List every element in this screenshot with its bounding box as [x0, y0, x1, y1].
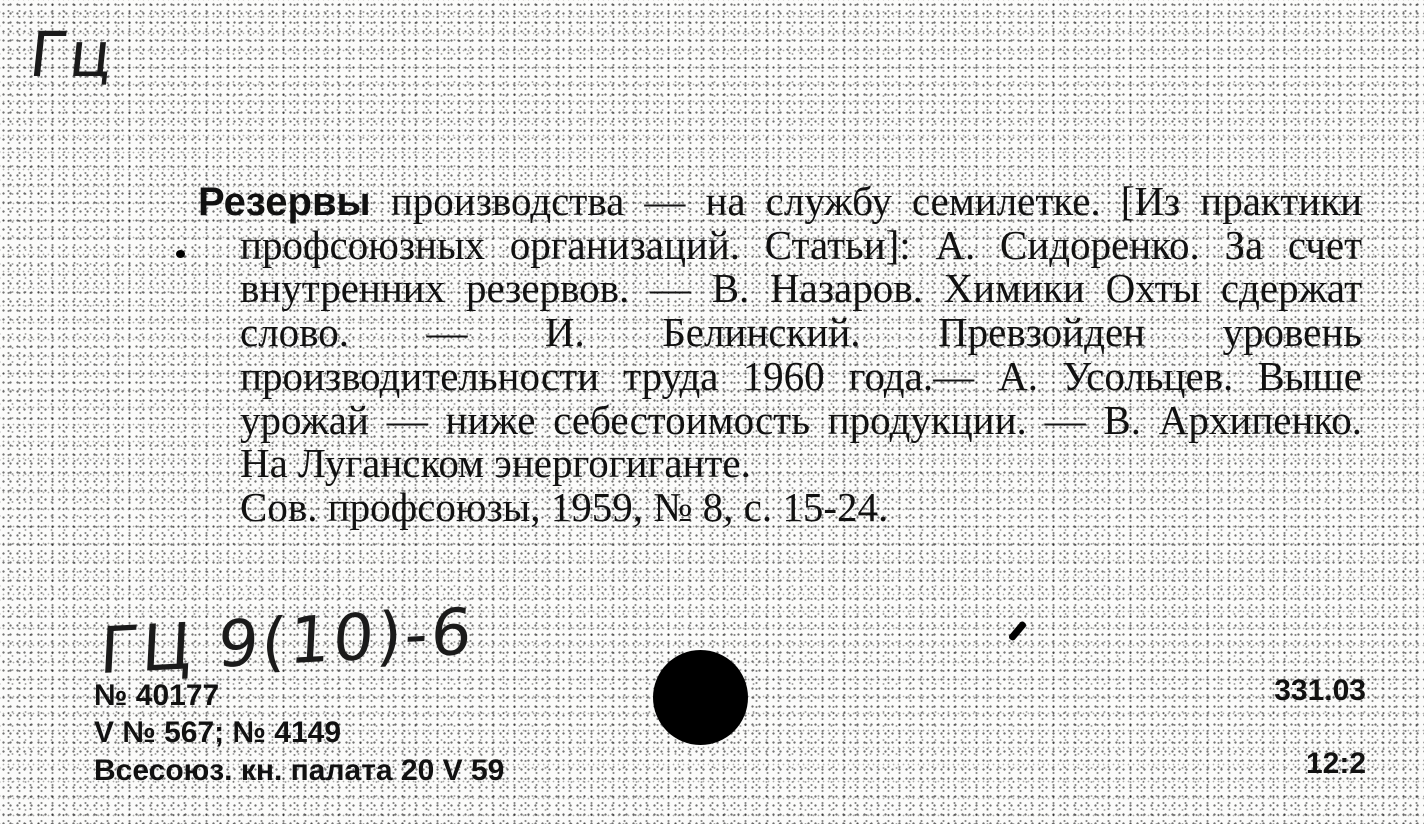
publisher-imprint: Всесоюз. кн. палата 20 V 59 — [94, 754, 505, 787]
handwritten-shelfmark: ГЦ 9(10)-6 — [98, 595, 477, 690]
entry-heading: Резервы — [198, 180, 371, 224]
entry-source: Сов. профсоюзы, 1959, № 8, с. 15-24. — [240, 483, 889, 530]
entry-paragraph — [198, 180, 1362, 486]
entry-body: производства — на службу семилетке. [Из практики профсоюзных организаций. Статьи]: А. Сидоренко. За счет внутренних резервов. — В. Назаров. Химики Охты сдержат слово. — И. Белинский. Превзойден уровень производительности труда 1960 года.— А. Усольцев. Выше урожай — ниже себестоимость продукции. — В. Архипенко. На Луганском энергогиганте. — [240, 178, 1363, 487]
ink-dot — [176, 250, 185, 258]
pen-mark — [1008, 620, 1028, 641]
classification-code: 331.03 — [1274, 674, 1366, 707]
secondary-code: 12:2 — [1305, 747, 1366, 780]
bibliographic-entry — [198, 180, 1362, 530]
registration-numbers: V № 567; № 4149 — [94, 716, 342, 749]
handwritten-corner-mark: Гц — [26, 18, 118, 91]
punch-hole — [653, 650, 748, 745]
card-number: № 40177 — [94, 679, 220, 712]
